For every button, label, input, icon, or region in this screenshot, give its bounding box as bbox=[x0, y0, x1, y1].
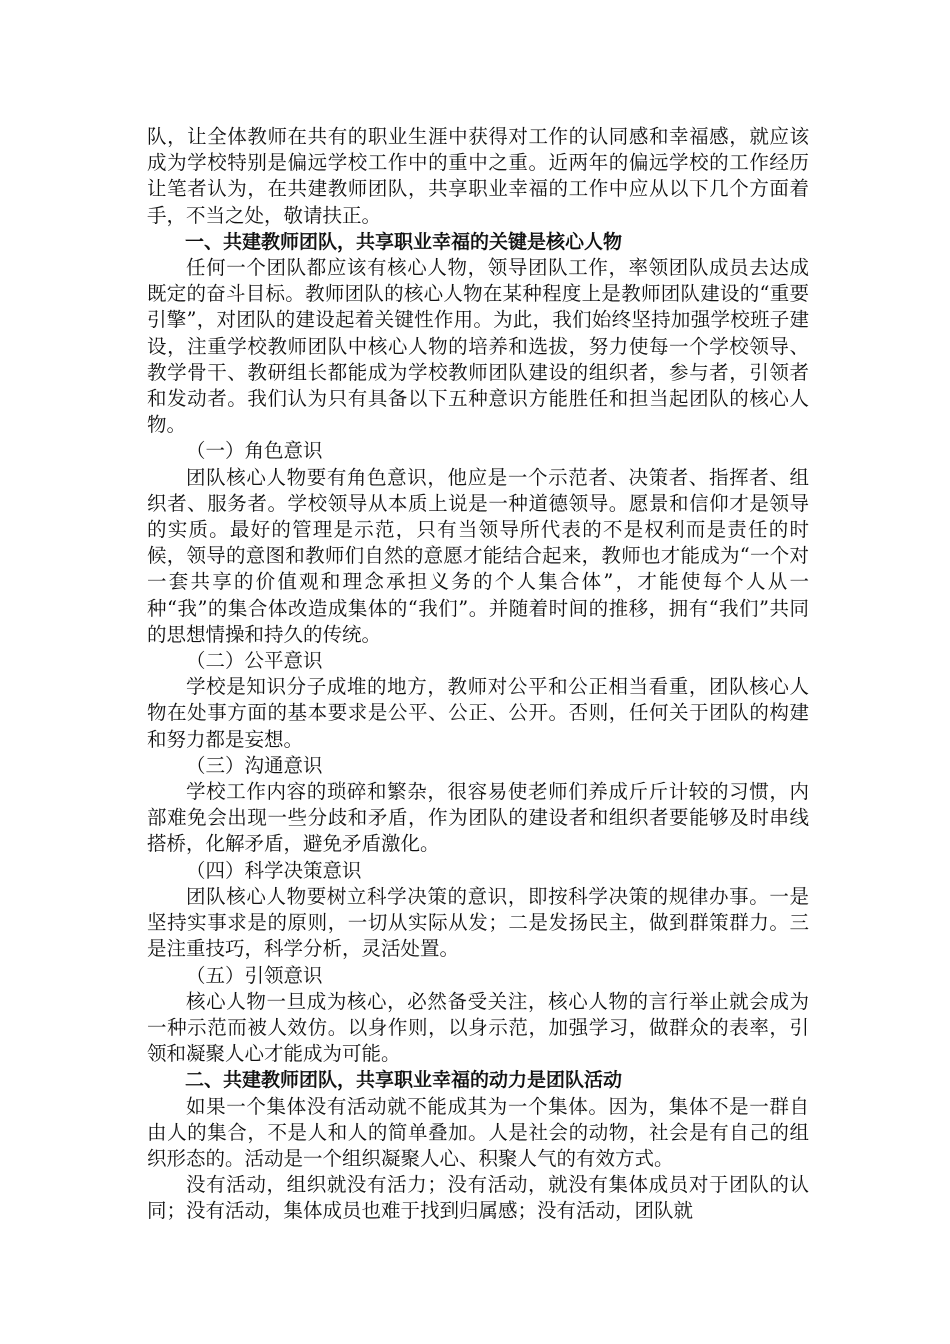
paragraph: 没有活动，组织就没有活力；没有活动，就没有集体成员对于团队的认同；没有活动，集体成员也难于找到归属感；没有活动，团队就 bbox=[147, 1173, 809, 1223]
document-body bbox=[147, 124, 809, 1225]
paragraph: 队，让全体教师在共有的职业生涯中获得对工作的认同感和幸福感，就应该成为学校特别是偏远学校工作中的重中之重。近两年的偏远学校的工作经历让笔者认为，在共建教师团队，共享职业幸福的工作中应从以下几个方面着手，不当之处，敬请扶正。 bbox=[147, 125, 809, 227]
paragraph: 团队核心人物要树立科学决策的意识，即按科学决策的规律办事。一是坚持实事求是的原则，一切从实际从发；二是发扬民主，做到群策群力。三是注重技巧，科学分析，灵活处置。 bbox=[147, 884, 809, 961]
paragraph: 如果一个集体没有活动就不能成其为一个集体。因为，集体不是一群自由人的集合，不是人和人的简单叠加。人是社会的动物，社会是有自己的组织形态的。活动是一个组织凝聚人心、积聚人气的有效方式。 bbox=[147, 1094, 809, 1170]
subsection-heading: （四）科学决策意识 bbox=[186, 858, 362, 882]
paragraph: 学校工作内容的琐碎和繁杂，很容易使老师们养成斤斤计较的习惯，内部难免会出现一些分歧和矛盾，作为团队的建设者和组织者要能够及时串线搭桥，化解矛盾，避免矛盾激化。 bbox=[147, 780, 809, 856]
section-heading: 一、共建教师团队，共享职业幸福的关键是核心人物 bbox=[185, 230, 623, 253]
paragraph: 团队核心人物要有角色意识，他应是一个示范者、决策者、指挥者、组织者、服务者。学校领导从本质上说是一种道德领导。愿景和信仰才是领导的实质。最好的管理是示范，只有当领导所代表的不是权利而是责任的时候，领导的意图和教师们自然的意愿才能结合起来，教师也才能成为“一个对一套共享的价值观和理念承担义务的个人集合体”，才能使每个人从一种“我”的集合体改造成集体的“我们”。并随着时间的推移，拥有“我们”共同的思想情操和持久的传统。 bbox=[147, 465, 809, 646]
paragraph: 学校是知识分子成堆的地方，教师对公平和公正相当看重，团队核心人物在处事方面的基本要求是公平、公正、公开。否则，任何关于团队的构建和努力都是妄想。 bbox=[147, 675, 809, 751]
section-heading: 二、共建教师团队，共享职业幸福的动力是团队活动 bbox=[185, 1069, 623, 1092]
subsection-heading: （五）引领意识 bbox=[186, 963, 323, 987]
subsection-heading: （一）角色意识 bbox=[186, 439, 323, 463]
paragraph: 核心人物一旦成为核心，必然备受关注，核心人物的言行举止就会成为一种示范而被人效仿。以身作则，以身示范，加强学习，做群众的表率，引领和凝聚人心才能成为可能。 bbox=[147, 989, 809, 1066]
paragraph: 任何一个团队都应该有核心人物，领导团队工作，率领团队成员去达成既定的奋斗目标。教师团队的核心人物在某种程度上是教师团队建设的“重要引擎”，对团队的建设起着关键性作用。为此，我们始终坚持加强学校班子建设，注重学校教师团队中核心人物的培养和选拔，努力使每一个学校领导、教学骨干、教研组长都能成为学校教师团队建设的组织者，参与者，引领者和发动者。我们认为只有具备以下五种意识方能胜任和担当起团队的核心人物。 bbox=[147, 256, 809, 437]
subsection-heading: （二）公平意识 bbox=[186, 649, 323, 673]
subsection-heading: （三）沟通意识 bbox=[186, 753, 323, 777]
